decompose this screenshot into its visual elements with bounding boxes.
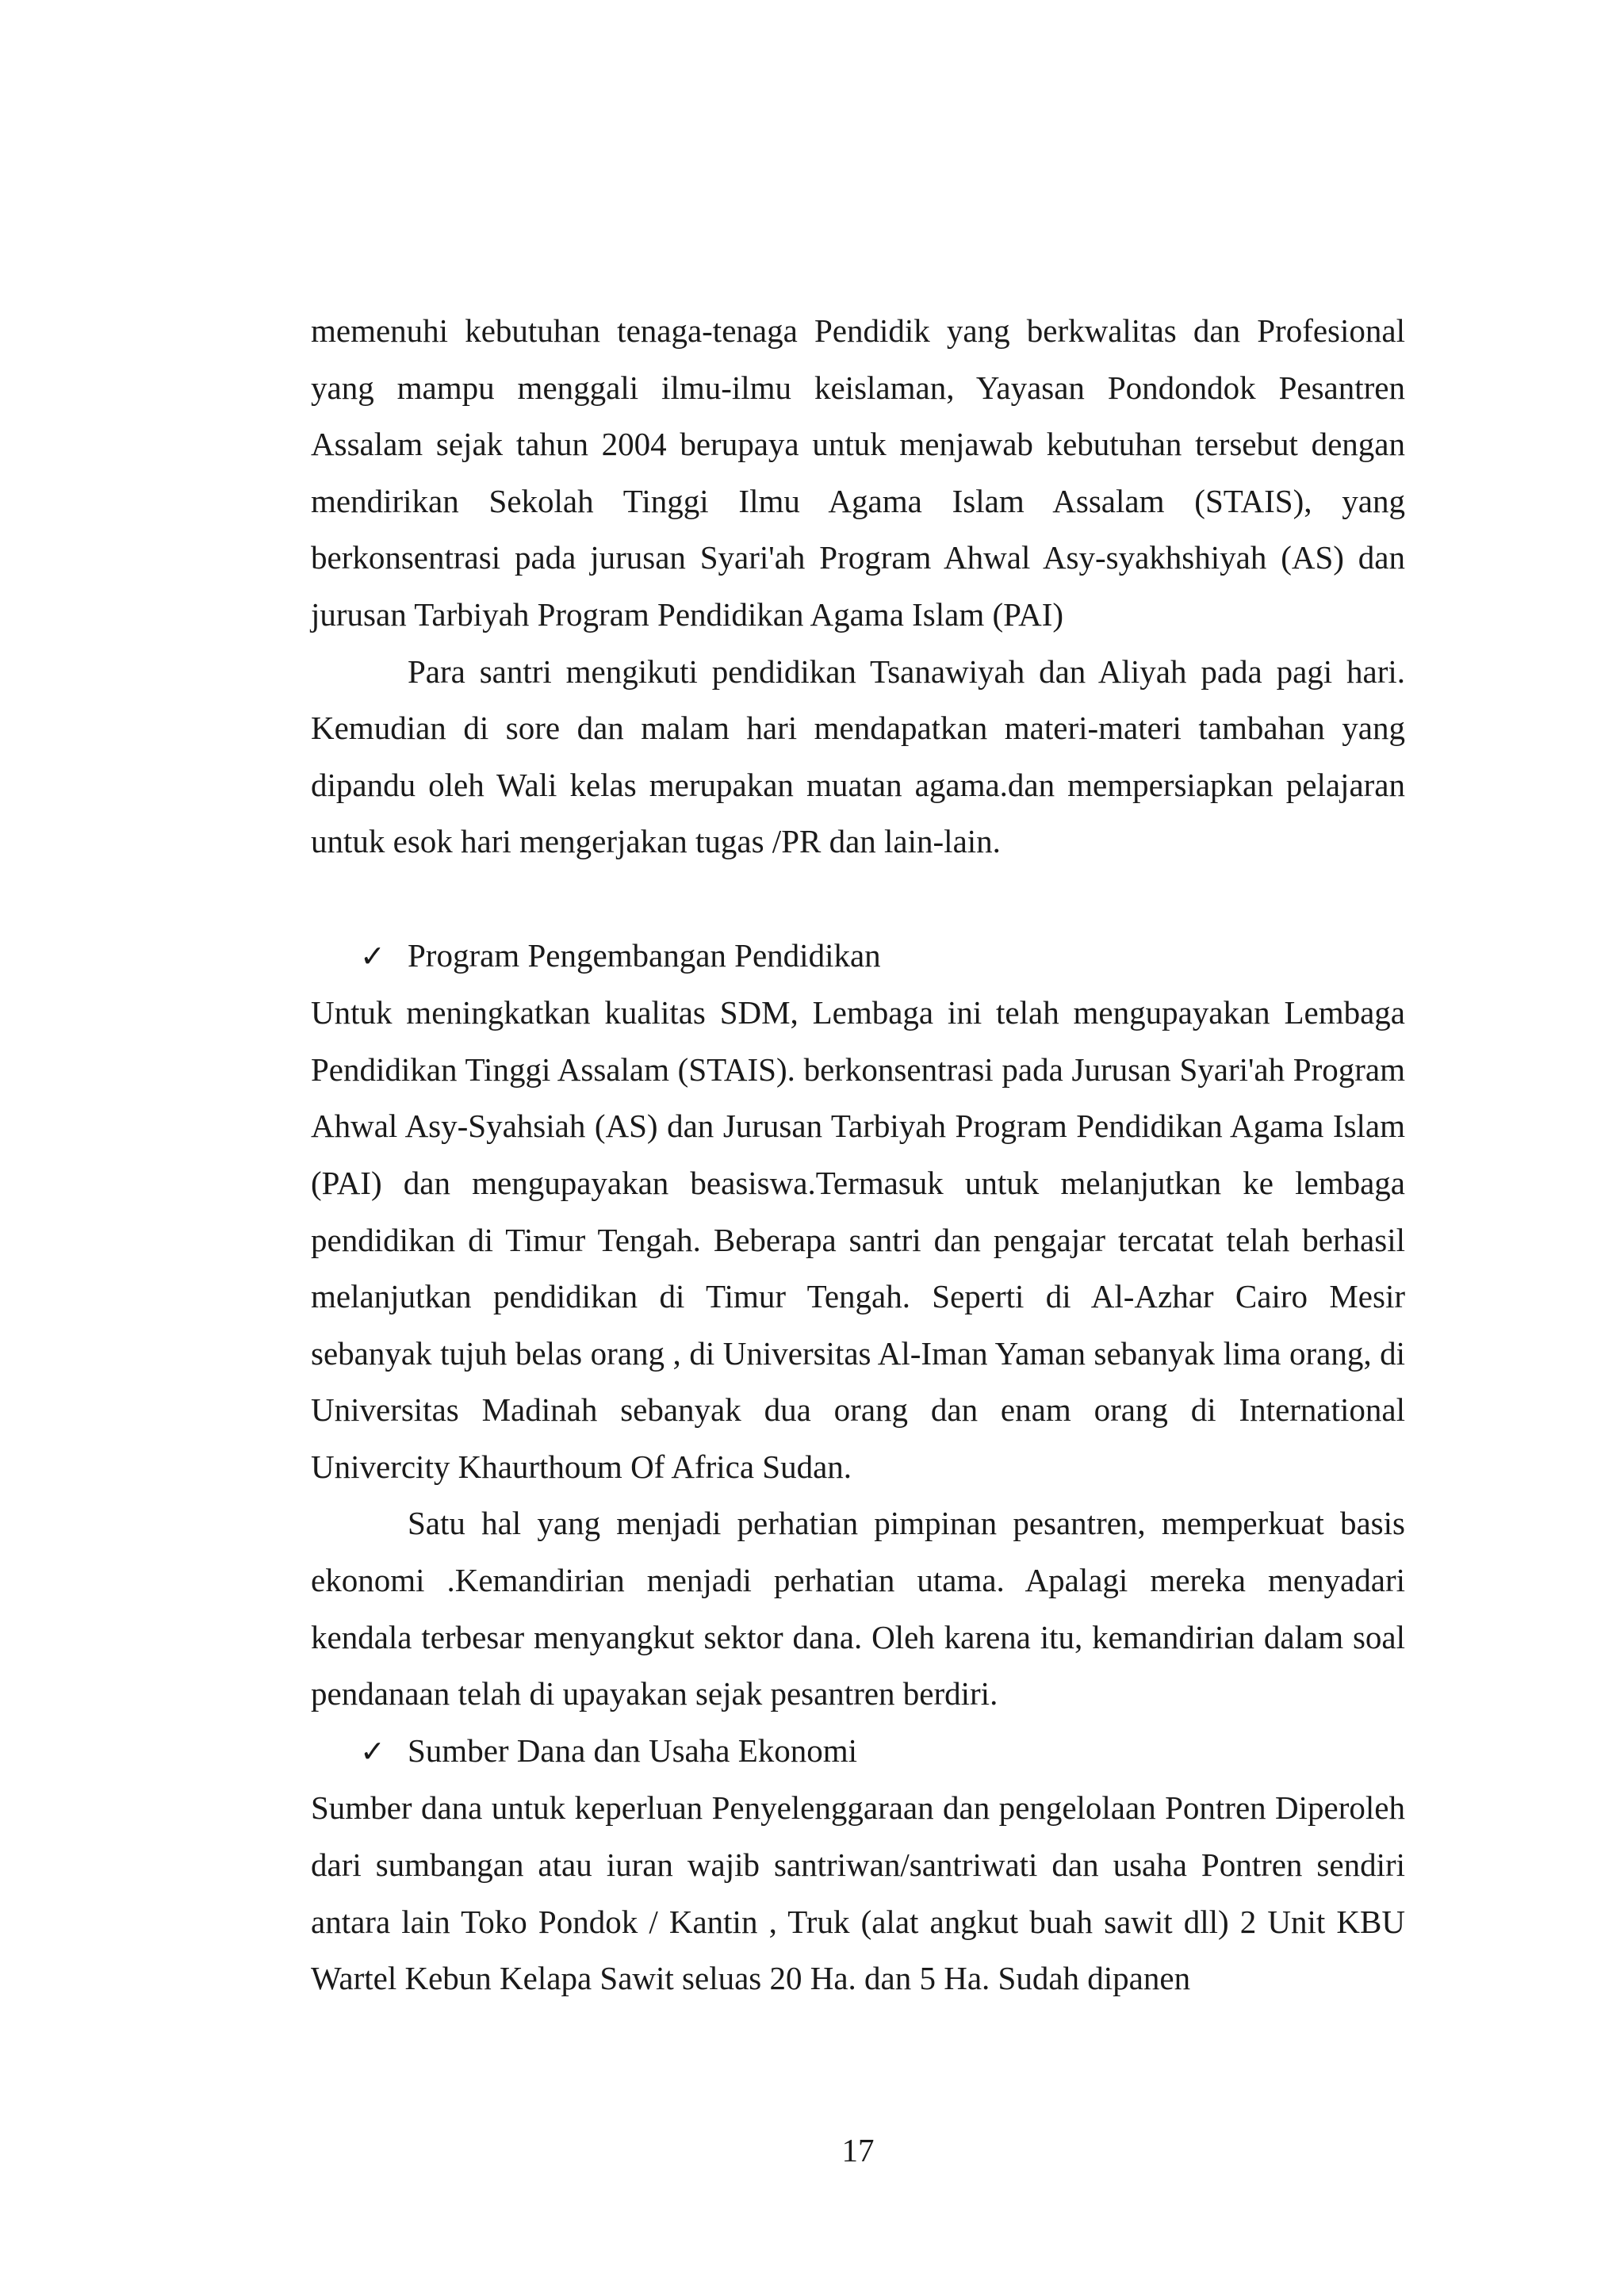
page-number: 17: [841, 2132, 875, 2168]
section-heading-funding: [311, 1723, 1405, 1781]
paragraph-spacer: [311, 871, 1405, 928]
body-text: [311, 303, 1405, 2007]
paragraph-santri-schedule: Para santri mengikuti pendidikan Tsanawiyah dan Aliyah pada pagi hari. Kemudian di sore dan malam hari mendapatkan materi-materi tambahan yang dipandu oleh Wali kelas merupakan muatan agama.dan mempersiapkan pelajaran untuk esok hari mengerjakan tugas /PR dan lain-lain.: [311, 652, 1405, 860]
paragraph-education-program: Untuk meningkatkan kualitas SDM, Lembaga ini telah mengupayakan Lembaga Pendidikan Tinggi Assalam (STAIS). berkonsentrasi pada Jurusan Syari'ah Program Ahwal Asy-Syahsiah (AS) dan Jurusan Tarbiyah Program Pendidikan Agama Islam (PAI) dan mengupayakan beasiswa.Termasuk untuk melanjutkan ke lembaga pendidikan di Timur Tengah. Beberapa santri dan pengajar tercatat telah berhasil melanjutkan pendidikan di Timur Tengah. Seperti di Al-Azhar Cairo Mesir sebanyak tujuh belas orang , di Universitas Al-Iman Yaman sebanyak lima orang, di Universitas Madinah sebanyak dua orang dan enam orang di International Univercity Khaurthoum Of Africa Sudan.: [311, 994, 1405, 1485]
section-heading-text: Program Pengembangan Pendidikan: [408, 936, 881, 974]
paragraph-stais-intro: memenuhi kebutuhan tenaga-tenaga Pendidik yang berkwalitas dan Profesional yang mampu menggali ilmu-ilmu keislaman, Yayasan Pondondok Pesantren Assalam sejak tahun 2004 berupaya untuk menjawab kebutuhan tersebut dengan mendirikan Sekolah Tinggi Ilmu Agama Islam Assalam (STAIS), yang berkonsentrasi pada jurusan Syari'ah Program Ahwal Asy-syakhshiyah (AS) dan jurusan Tarbiyah Program Pendidikan Agama Islam (PAI): [311, 312, 1405, 633]
paragraph-economic-independence: Satu hal yang menjadi perhatian pimpinan pesantren, memperkuat basis ekonomi .Kemandirian menjadi perhatian utama. Apalagi mereka menyadari kendala terbesar menyangkut sektor dana. Oleh karena itu, kemandirian dalam soal pendanaan telah di upayakan sejak pesantren berdiri.: [311, 1505, 1405, 1712]
paragraph-funding-sources: Sumber dana untuk keperluan Penyelenggaraan dan pengelolaan Pontren Diperoleh dari sumbangan atau iuran wajib santriwan/santriwati dan usaha Pontren sendiri antara lain Toko Pondok / Kantin , Truk (alat angkut buah sawit dll) 2 Unit KBU Wartel Kebun Kelapa Sawit seluas 20 Ha. dan 5 Ha. Sudah dipanen: [311, 1789, 1405, 1997]
checkmark-icon: ✓: [360, 1733, 385, 1769]
section-heading-education-program: [311, 928, 1405, 985]
section-heading-text: Sumber Dana dan Usaha Ekonomi: [408, 1732, 858, 1769]
checkmark-icon: ✓: [360, 938, 385, 974]
